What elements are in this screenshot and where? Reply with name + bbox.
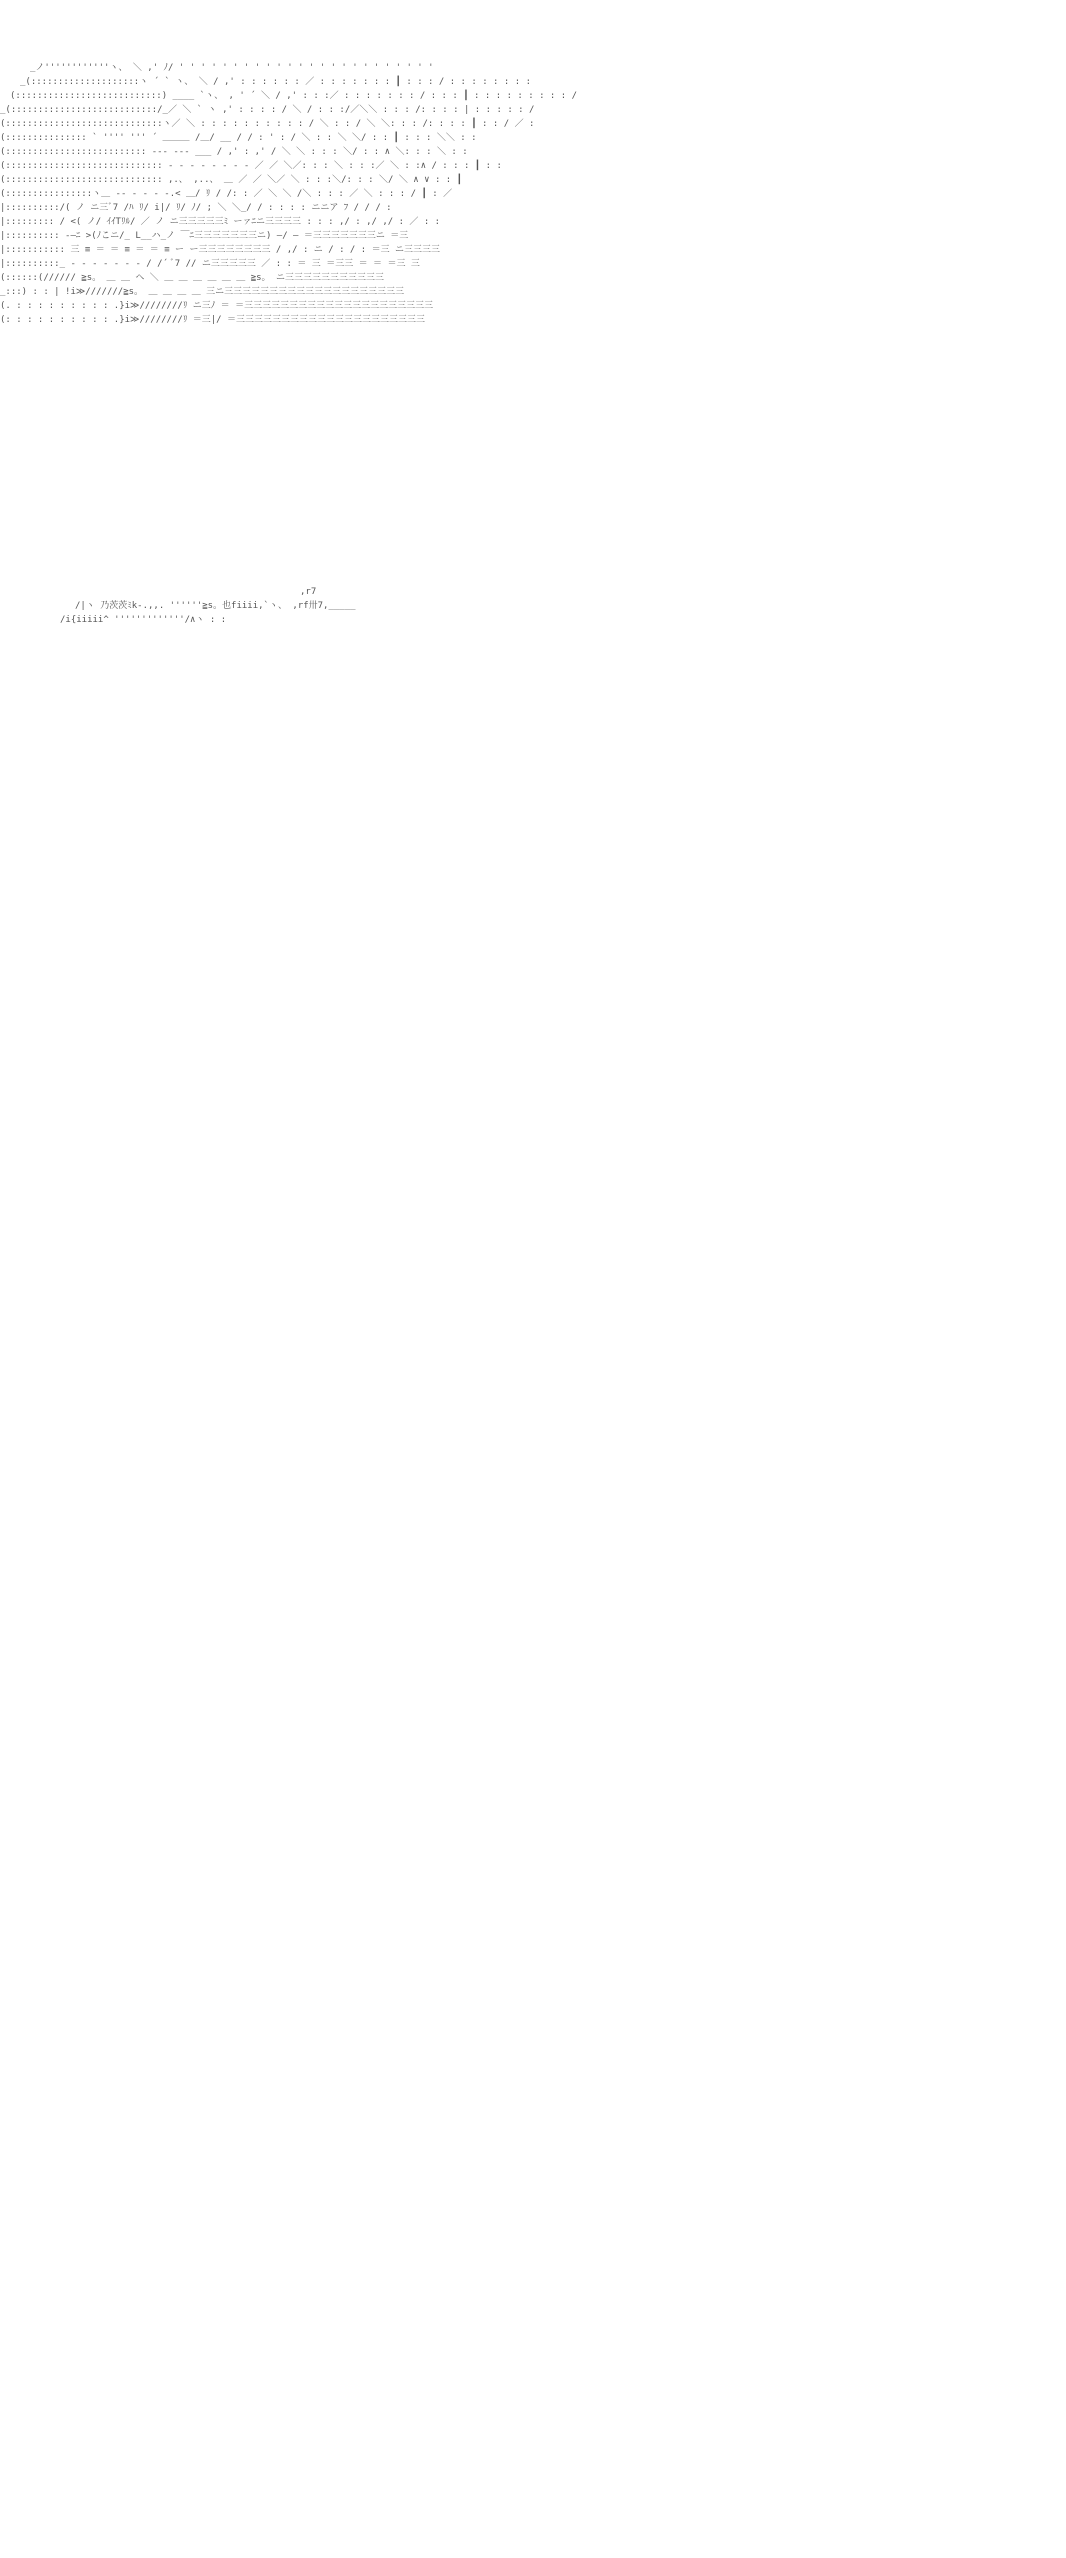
svg-text:(:::::::::::::::::::::::::::): (:::::::::::::::::::::::::::) ____ `ヽ、 , ' ´ ＼ / ,' : : :／ : : : : : : : / : : : ┃ : : : : : : : : : / bbox=[10, 91, 578, 101]
svg-text:_ノ''''''''''''ヽ、: _ノ''''''''''''ヽ、 ＼ ,' ﾉ/ ' ' ' ' ' ' ' ' ' ' ' ' ' ' ' ' ' ' ' ' ' ' ' ' bbox=[30, 63, 434, 73]
svg-text:(:::::::::::::::::::::::::::::: (::::::::::::::::::::::::::::: - - - - - - - - ／ ／ ＼／: : : ＼ : : :／ ＼ : :∧ / : : : ┃ : : bbox=[0, 161, 502, 171]
panel-dragon bbox=[0, 580, 900, 1120]
svg-text:|::::::::::_ - - - - - - -: |::::::::::_ - - - - - - - / /´ ﾞ7 // ニ三三三三三 ／ : : ＝ 三 ＝三三 ＝ ＝ ＝三 三 bbox=[0, 259, 420, 269]
svg-text:(:::::::::::::::::::::::::::::: (:::::::::::::::::::::::::::::ヽ／ ＼ : : : : : : : : : : / ＼ : : / ＼ ＼: : : /: : : : ┃ : : / ／ : bbox=[0, 119, 535, 129]
svg-text:|::::::::::: 三 ≡ ＝ ＝ ≡ ＝ ＝ ≡: |::::::::::: 三 ≡ ＝ ＝ ≡ ＝ ＝ ≡ ー ー三三三三三三三三 / ,/ : ニ / : / : ＝三 ニ三三三三 bbox=[0, 245, 440, 255]
svg-text:/i{iiiii^ '''''''''''''/∧ヽ : :: /i{iiiii^ '''''''''''''/∧ヽ : : bbox=[60, 615, 227, 625]
svg-text:(. : : : : : : : : : .}i≫/////: (. : : : : : : : : : .}i≫////////ﾘ ニ三ﾉ ＝ ＝三三三三三三三三三三三三三三三三三三三三三 bbox=[0, 301, 434, 311]
svg-text:|::::::::: / <( ノ/ ｲｲTﾘﾙ/ ／: |::::::::: / <( ノ/ ｲｲTﾘﾙ/ ／ ノ ニ三三三三三ﾐ ーァﾆニ三三三三 : : : ,/ : ,/ ,/ : ／ : : bbox=[0, 217, 441, 227]
ascii-art-volcano-scene bbox=[0, 40, 700, 330]
svg-text:(::::::::::::::: ` '''' ''' ´: (::::::::::::::: ` '''' ''' ´ ＿＿＿ /＿/ __ / / : ' : / ＼ : : ＼ ＼/ : : ┃ : : : ＼＼ : : bbox=[0, 133, 477, 143]
svg-text:(:::::::::::::::::::::::::::::: (::::::::::::::::::::::::::::: ,.、 ,..、 ＿ ／ ／ ＼／ ＼ : : :＼/: : : ＼/ ＼ ∧ ∨ : : ┃ bbox=[0, 175, 463, 185]
svg-text:/|ヽ 乃茨茨ﾐk-.,,. ''''''≧s。也fiiii: /|ヽ 乃茨茨ﾐk-.,,. ''''''≧s。也fiiii,`ヽ、 ,rf卅7,_____ bbox=[75, 601, 356, 611]
svg-text:_:::) : : | !i≫///////≧s。 ＿: _:::) : : | !i≫///////≧s。 ＿ ＿ ＿ ＿ 三ニ三三三三三三三三三三三三三三三三三三三三 bbox=[0, 287, 405, 297]
svg-text:(::::::::::::::::ヽ＿ -- - - - -: (::::::::::::::::ヽ＿ -- - - - -.< ＿/ ﾘ / /: : ／ ＼ ＼ /＼ : : : ／ ＼ : : : / ┃ : ／ bbox=[0, 189, 453, 199]
ascii-art-dragon bbox=[0, 580, 820, 1120]
svg-text:|:::::::::: -―ﾆ >(ﾉこニ/_ L__ハ: |:::::::::: -―ﾆ >(ﾉこニ/_ L__ハ_ノ ￣ﾆ三三三三三三三ニ) ―/ ― ＝三三三三三三三ニ ＝三 bbox=[0, 231, 409, 241]
panel-floor-six bbox=[0, 40, 900, 330]
svg-text:(::::::(////// ≧s。 ＿ ＿ ヘ: (::::::(////// ≧s。 ＿ ＿ ヘ ＼ ＿ ＿ ＿ ＿ ＿ ＿ ≧s。 ニ三三三三三三三三三三三 bbox=[0, 273, 384, 283]
svg-text:(: : : : : : : : : : .}i≫/////: (: : : : : : : : : : .}i≫////////ﾘ ＝三|/ ＝三三三三三三三三三三三三三三三三三三三三三 bbox=[0, 315, 425, 325]
svg-text:_(::::::::::::::::::::ヽ ´ ` ヽ、: _(::::::::::::::::::::ヽ ´ ` ヽ、 ＼ / ,' : : : : : : ／ : : : : : : : ┃ : : : / : : : : : : : : bbox=[20, 77, 531, 87]
svg-text:_(:::::::::::::::::::::::::::/: _(:::::::::::::::::::::::::::/_／ ＼ ` ヽ ,' : : : : / ＼ / : : :/／＼＼ : : : /: : : : | : : : : : / bbox=[0, 105, 535, 115]
svg-text:(:::::::::::::::::::::::::: -: (:::::::::::::::::::::::::: --- ‐‐‐ ___ / ,' : ,' / ＼ ＼ : : : ＼/ : : ∧ ＼: : : ＼ : : bbox=[0, 147, 468, 157]
svg-text:|::::::::::/( ノ ニ三ﾞ7 /ﾊ: |::::::::::/( ノ ニ三ﾞ7 /ﾊ ﾘ/ i|/ ﾘ/ ﾉ/ ; ＼ ＼_/ / : : : : ニニア ﾌ / / / : bbox=[0, 203, 392, 213]
svg-text:,r7: ,r7 bbox=[300, 587, 317, 597]
